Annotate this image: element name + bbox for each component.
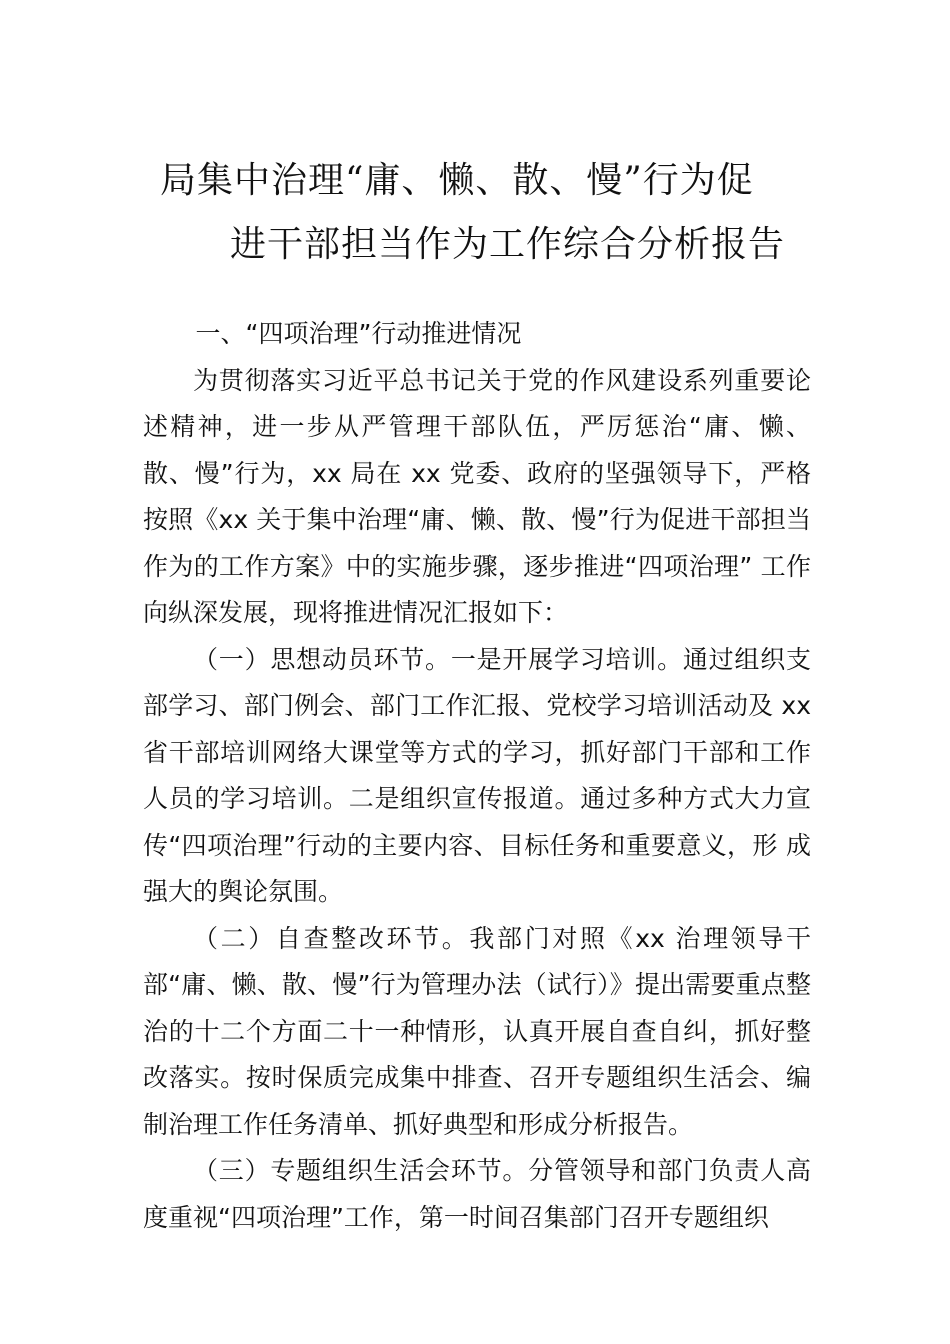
paragraph-thought-mobilization: （一）思想动员环节。一是开展学习培训。通过组织支部学习、部门例会、部门工作汇报、党校学习培训活动及 xx 省干部培训网络大课堂等方式的学习，抓好部门干部和工作人员的学习培训。二是组织宣传报道。通过多种方式大力宣传“四项治理”行动的主要内容、目标任务和重要意义，形 成强大的舆论氛围。 bbox=[143, 644, 811, 906]
document-body bbox=[143, 311, 811, 1241]
paragraph-self-inspection: （二）自查整改环节。我部门对照《xx 治理领导干部“庸、懒、散、慢”行为管理办法（试行）》提出需要重点整治的十二个方面二十一种情形，认真开展自查自纠，抓好整改落实。按时保质完成集中排查、召开专题组织生活会、编制治理工作任务清单、抓好典型和形成分析报告。 bbox=[143, 923, 811, 1139]
document-title-line-1: 局集中治理“庸、懒、散、慢”行为促 bbox=[160, 160, 754, 201]
paragraph-intro: 为贯彻落实习近平总书记关于党的作风建设系列重要论述精神，进一步从严管理干部队伍，严厉惩治“庸、懒、 散、慢”行为，xx 局在 xx 党委、政府的坚强领导下，严格按照《xx 关于集中治理“庸、懒、散、慢”行为促进干部担当作为的工作方案》中的实施步骤，逐步推进“四项治理” 工作向纵深发展，现将推进情况汇报如下： bbox=[143, 365, 811, 627]
document-title-line-2: 进干部担当作为工作综合分析报告 bbox=[230, 224, 786, 265]
section-heading: 一、“四项治理”行动推进情况 bbox=[195, 319, 522, 348]
paragraph-organization-meeting: （三）专题组织生活会环节。分管领导和部门负责人高度重视“四项治理”工作，第一时间召集部门召开专题组织 bbox=[143, 1156, 811, 1232]
